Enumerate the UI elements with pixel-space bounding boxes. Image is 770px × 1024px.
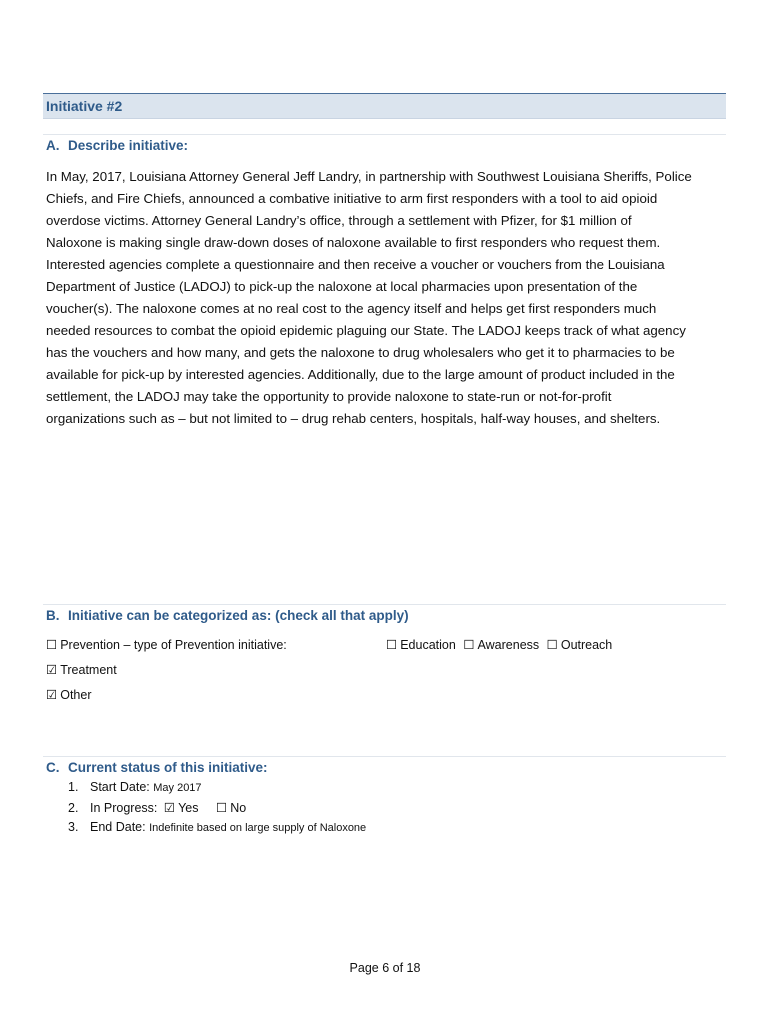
section-c-divider bbox=[43, 756, 726, 757]
other-checkbox[interactable]: ☑ bbox=[46, 687, 58, 702]
section-b-heading bbox=[46, 608, 409, 623]
description-line: voucher(s). The naloxone comes at no real cost to the agency itself and helps get first responders much bbox=[46, 301, 657, 316]
status-in-progress bbox=[68, 800, 246, 815]
category-treatment-row bbox=[46, 662, 117, 677]
in-progress-label: In Progress: bbox=[90, 801, 158, 815]
description-line: organizations such as – but not limited to – drug rehab centers, hospitals, half-way houses, and shelters. bbox=[46, 411, 661, 426]
description-line: has the vouchers and how many, and gets the naloxone to drug wholesalers who get it to pharmacies to be bbox=[46, 345, 675, 360]
category-prevention-row bbox=[46, 637, 613, 652]
education-label: Education bbox=[400, 638, 456, 652]
awareness-checkbox[interactable]: ☐ bbox=[463, 637, 475, 652]
description-line: In May, 2017, Louisiana Attorney General Jeff Landry, in partnership with Southwest Louisiana Sheriffs, Police bbox=[46, 169, 692, 184]
list-number: 1. bbox=[68, 780, 79, 794]
description-line: overdose victims. Attorney General Landry’s office, through a settlement with Pfizer, for $1 million of bbox=[46, 213, 632, 228]
status-start-date bbox=[68, 780, 202, 794]
section-a-divider bbox=[43, 134, 726, 135]
in-progress-no-checkbox[interactable]: ☐ bbox=[215, 800, 228, 815]
status-end-date bbox=[68, 820, 366, 834]
description-line: Chiefs, and Fire Chiefs, announced a combative initiative to arm first responders with a tool to aid opioid bbox=[46, 191, 658, 206]
section-a-heading-text: Describe initiative: bbox=[68, 138, 189, 153]
treatment-label: Treatment bbox=[60, 663, 117, 677]
section-c-letter: C. bbox=[46, 760, 60, 775]
section-b-divider bbox=[43, 604, 726, 605]
prevention-checkbox[interactable]: ☐ bbox=[46, 637, 58, 652]
list-number: 3. bbox=[68, 820, 79, 834]
section-c-heading bbox=[46, 760, 268, 775]
category-other-row bbox=[46, 687, 91, 702]
initiative-header-bar bbox=[43, 93, 726, 119]
description-line: settlement, the LADOJ may take the opportunity to provide naloxone to state-run or not-for-profit bbox=[46, 389, 612, 404]
section-a-heading bbox=[46, 138, 188, 153]
outreach-label: Outreach bbox=[560, 638, 613, 652]
education-checkbox[interactable]: ☐ bbox=[386, 637, 398, 652]
in-progress-yes-label: Yes bbox=[178, 801, 199, 815]
page-number: Page 6 of 18 bbox=[349, 961, 421, 975]
section-b-letter: B. bbox=[46, 608, 60, 623]
end-date-value: Indefinite based on large supply of Naloxone bbox=[149, 822, 367, 834]
outreach-checkbox[interactable]: ☐ bbox=[546, 637, 558, 652]
awareness-label: Awareness bbox=[477, 638, 540, 652]
initiative-description bbox=[46, 166, 726, 430]
section-c-heading-text: Current status of this initiative: bbox=[68, 760, 268, 775]
section-a-letter: A. bbox=[46, 138, 60, 153]
prevention-types bbox=[386, 637, 616, 652]
in-progress-yes-checkbox[interactable]: ☑ bbox=[163, 800, 176, 815]
description-line: available for pick-up by interested agencies. Additionally, due to the large amount of product included in the bbox=[46, 367, 675, 382]
end-date-label: End Date: bbox=[90, 820, 146, 834]
in-progress-no-label: No bbox=[230, 801, 247, 815]
treatment-checkbox[interactable]: ☑ bbox=[46, 662, 58, 677]
section-b-heading-text: Initiative can be categorized as: (check all that apply) bbox=[68, 608, 409, 623]
description-line: Interested agencies complete a questionnaire and then receive a voucher or vouchers from the Louisiana bbox=[46, 257, 665, 272]
other-label: Other bbox=[60, 688, 92, 702]
initiative-title: Initiative #2 bbox=[46, 98, 123, 114]
description-line: Department of Justice (LADOJ) to pick-up the naloxone at local pharmacies upon presentation of the bbox=[46, 279, 638, 294]
start-date-label: Start Date: bbox=[90, 780, 150, 794]
prevention-label: Prevention – type of Prevention initiative: bbox=[60, 638, 287, 652]
start-date-value: May 2017 bbox=[153, 782, 202, 794]
list-number: 2. bbox=[68, 801, 79, 815]
description-line: needed resources to combat the opioid epidemic plaguing our State. The LADOJ keeps track of what agency bbox=[46, 323, 686, 338]
description-line: Naloxone is making single draw-down doses of naloxone available to first responders who request them. bbox=[46, 235, 661, 250]
